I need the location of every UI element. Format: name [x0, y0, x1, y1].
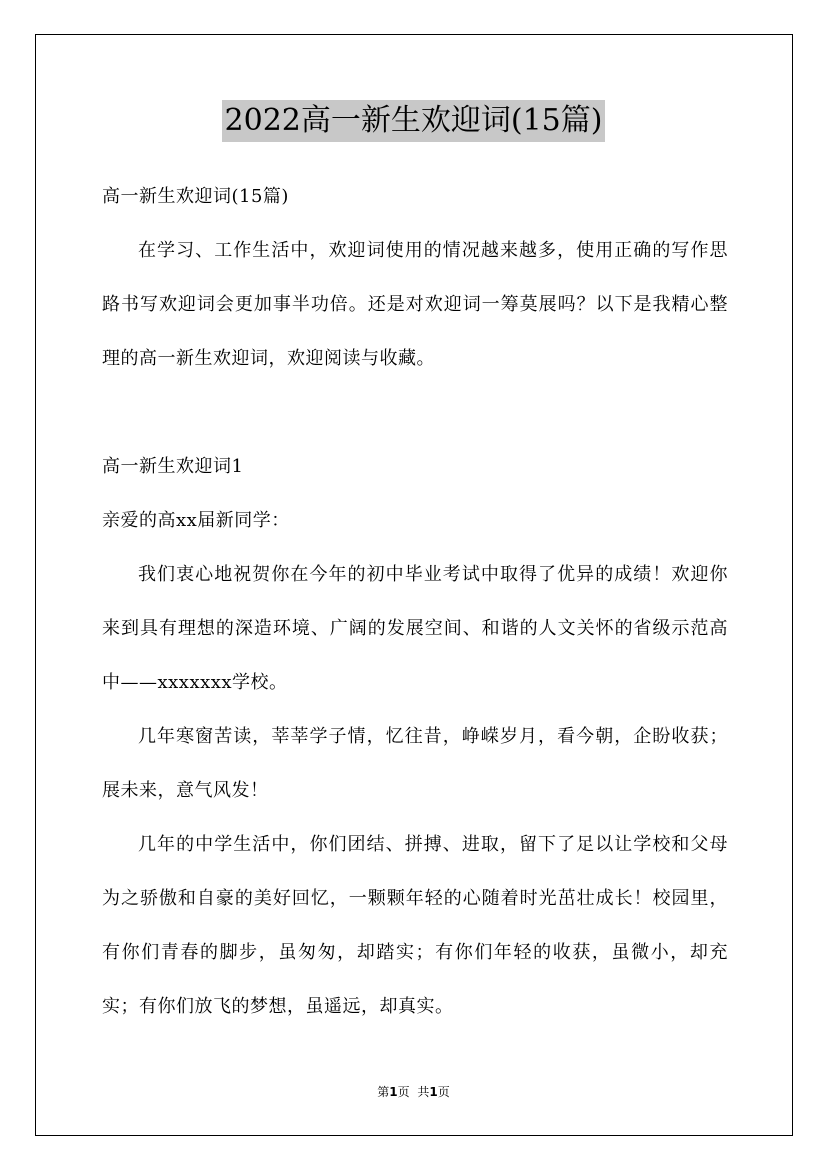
page-footer — [0, 1083, 827, 1100]
body-paragraph-2: 几年寒窗苦读，莘莘学子情，忆往昔，峥嵘岁月，看今朝，企盼收获；展未来，意气风发！ — [102, 726, 728, 801]
blank-line — [102, 386, 728, 440]
intro-paragraph: 在学习、工作生活中，欢迎词使用的情况越来越多，使用正确的写作思路书写欢迎词会更加事半功倍。还是对欢迎词一筹莫展吗？以下是我精心整理的高一新生欢迎词，欢迎阅读与收藏。 — [102, 240, 728, 369]
page-prefix: 第 — [377, 1085, 390, 1099]
total-pages: 1 — [429, 1085, 438, 1099]
body-paragraph-1: 我们衷心地祝贺你在今年的初中毕业考试中取得了优异的成绩！欢迎你来到具有理想的深造环境、广阔的发展空间、和谐的人文关怀的省级示范高中——xxxxxxx学校。 — [102, 564, 728, 693]
document-subtitle: 高一新生欢迎词(15篇) — [102, 186, 289, 207]
page-number: 1 — [389, 1085, 398, 1099]
document-body — [102, 170, 728, 1034]
section-heading: 高一新生欢迎词1 — [102, 456, 244, 477]
title-container — [0, 100, 827, 142]
total-suffix: 页 — [437, 1085, 450, 1099]
salutation: 亲爱的高xx届新同学： — [102, 510, 290, 531]
total-prefix: 共 — [417, 1085, 430, 1099]
document-title: 2022高一新生欢迎词(15篇) — [222, 100, 606, 142]
page-suffix: 页 — [397, 1085, 410, 1099]
body-paragraph-3: 几年的中学生活中，你们团结、拼搏、进取，留下了足以让学校和父母为之骄傲和自豪的美好回忆，一颗颗年轻的心随着时光茁壮成长！校园里，有你们青春的脚步，虽匆匆，却踏实；有你们年轻的收获，虽微小，却充实；有你们放飞的梦想，虽遥远，却真实。 — [102, 834, 728, 1017]
